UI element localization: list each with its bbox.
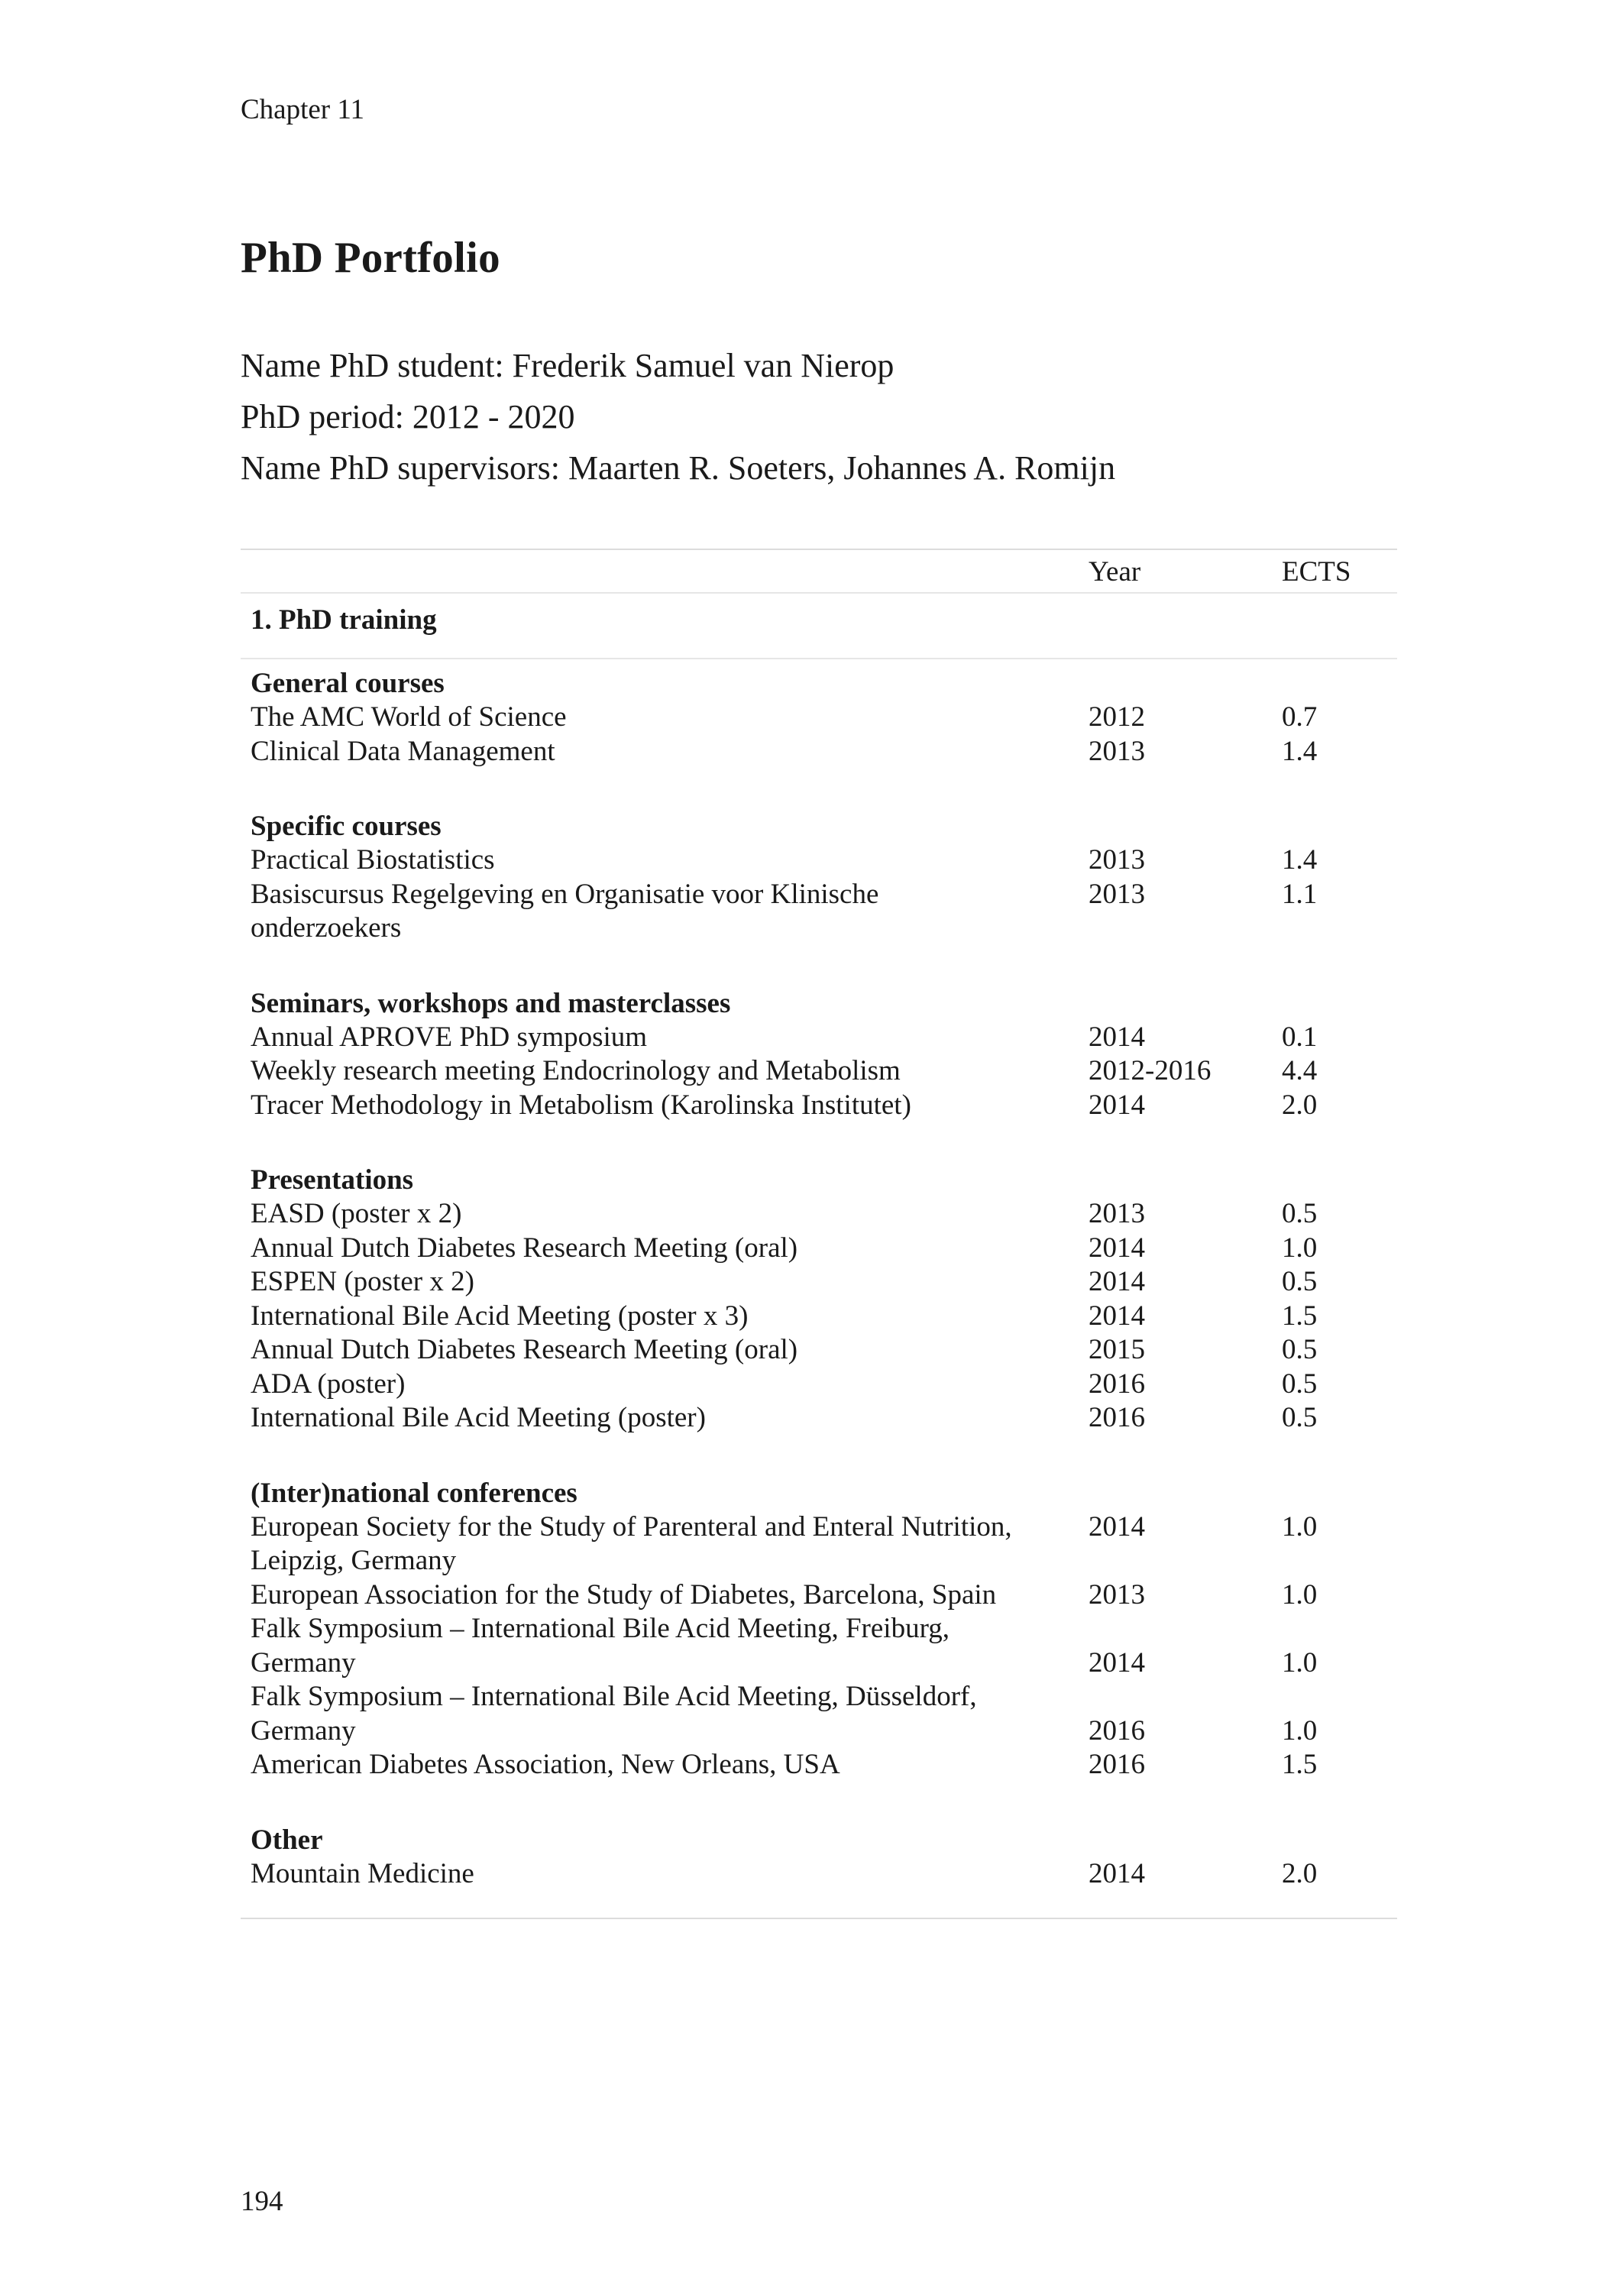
year-cell: 2016 [1089,1402,1145,1433]
ects-cell: 0.5 [1282,1266,1318,1297]
year-cell: 2016 [1089,1714,1145,1747]
table-row [241,1333,1397,1368]
ects-cell: 1.0 [1282,1510,1318,1543]
year-cell: 2013 [1089,735,1145,767]
page-number: 194 [241,2186,283,2217]
year-cell: 2016 [1089,1749,1145,1780]
student-info [241,340,1115,494]
activity-cell: Annual APROVE PhD symposium [251,1021,648,1053]
activity-cell: The AMC World of Science [251,701,567,733]
table-row [241,878,1397,946]
year-cell: 2014 [1089,1300,1145,1332]
activity-cell: Weekly research meeting Endocrinology and Metabolism [251,1055,901,1086]
year-cell: 2013 [1089,878,1145,910]
ects-cell: 1.4 [1282,844,1318,876]
group-title: General courses [251,668,445,699]
ects-cell: 2.0 [1282,1857,1318,1889]
table-row [241,1510,1397,1578]
year-cell: 2014 [1089,1266,1145,1297]
ects-cell: 1.0 [1282,1578,1318,1611]
activity-cell: European Society for the Study of Parenteral and Enteral Nutrition, Leipzig, Germany [251,1510,1012,1576]
course-group [241,667,1397,769]
activity-cell: Annual Dutch Diabetes Research Meeting (oral) [251,1232,798,1264]
group-title: Specific courses [251,811,442,842]
page-title: PhD Portfolio [241,234,500,282]
table-row [241,735,1397,769]
activity-cell: EASD (poster x 2) [251,1198,462,1229]
course-groups [241,659,1397,1891]
section-title: 1. PhD training [251,604,437,636]
activity-cell: Practical Biostatistics [251,844,495,876]
table-row [241,1612,1397,1680]
table-row [241,843,1397,878]
activity-cell: Clinical Data Management [251,735,555,767]
table-row [241,1089,1397,1123]
group-title: Presentations [251,1164,414,1196]
year-cell: 2012 [1089,701,1145,733]
course-group [241,1477,1397,1782]
phd-period: PhD period: 2012 - 2020 [241,398,575,435]
year-cell: 2014 [1089,1021,1145,1053]
portfolio-table [241,549,1397,1919]
ects-cell: 0.1 [1282,1021,1318,1053]
group-title: Other [251,1824,323,1856]
table-row [241,1368,1397,1402]
ects-cell: 0.5 [1282,1334,1318,1365]
ects-cell: 0.7 [1282,701,1318,733]
ects-cell: 1.5 [1282,1300,1318,1332]
table-row [241,1265,1397,1300]
course-group [241,1164,1397,1436]
table-row [241,1748,1397,1782]
activity-cell: International Bile Acid Meeting (poster) [251,1402,706,1433]
supervisors: Name PhD supervisors: Maarten R. Soeters, Johannes A. Romijn [241,449,1116,487]
ects-cell: 1.5 [1282,1749,1318,1780]
running-header: Chapter 11 [241,94,365,125]
ects-cell: 0.5 [1282,1368,1318,1400]
activity-cell: Falk Symposium – International Bile Acid Meeting, Düsseldorf, Germany [251,1681,977,1747]
table-row [241,1578,1397,1613]
year-cell: 2014 [1089,1510,1145,1543]
group-title: (Inter)national conferences [251,1477,577,1509]
ects-cell: 2.0 [1282,1089,1318,1121]
year-cell: 2014 [1089,1646,1145,1679]
student-name: Name PhD student: Frederik Samuel van Nierop [241,347,894,384]
table-row [241,1300,1397,1334]
year-cell: 2014 [1089,1857,1145,1889]
activity-cell: European Association for the Study of Diabetes, Barcelona, Spain [251,1578,997,1611]
year-cell: 2013 [1089,1198,1145,1229]
table-row [241,1401,1397,1436]
activity-cell: American Diabetes Association, New Orleans, USA [251,1749,840,1780]
activity-cell: Annual Dutch Diabetes Research Meeting (oral) [251,1334,798,1365]
column-header-year: Year [1089,556,1141,588]
table-row [241,1232,1397,1266]
group-title: Seminars, workshops and masterclasses [251,987,731,1019]
table-row [241,1857,1397,1892]
activity-cell: Mountain Medicine [251,1857,474,1889]
table-row [241,701,1397,735]
ects-cell: 1.0 [1282,1714,1318,1747]
table-row [241,1680,1397,1748]
year-cell: 2015 [1089,1334,1145,1365]
ects-cell: 1.0 [1282,1646,1318,1679]
column-header-ects: ECTS [1282,556,1351,588]
year-cell: 2013 [1089,844,1145,876]
year-cell: 2012-2016 2014 [1089,1055,1212,1121]
table-bottom-rule [241,1918,1397,1919]
activity-cell: Basiscursus Regelgeving en Organisatie voor Klinische onderzoekers [251,878,879,944]
activity-cell: Tracer Methodology in Metabolism (Karolinska Institutet) [251,1089,911,1121]
activity-cell: International Bile Acid Meeting (poster x 3) [251,1300,749,1332]
ects-cell: 1.0 [1282,1232,1318,1264]
year-cell: 2014 [1089,1232,1145,1264]
activity-cell: ESPEN (poster x 2) [251,1266,474,1297]
ects-cell: 0.5 [1282,1198,1318,1229]
table-row [241,1197,1397,1232]
column-header-row [241,550,1397,592]
activity-cell: ADA (poster) [251,1368,406,1400]
year-cell: 2016 [1089,1368,1145,1400]
ects-cell: 0.5 [1282,1402,1318,1433]
ects-cell: 1.1 [1282,878,1318,910]
course-group [241,810,1397,946]
ects-cell: 1.4 [1282,735,1318,767]
table-row [241,1021,1397,1055]
activity-cell: Falk Symposium – International Bile Acid Meeting, Freiburg, Germany [251,1613,949,1679]
year-cell: 2013 [1089,1578,1145,1611]
course-group [241,987,1397,1123]
course-group [241,1824,1397,1892]
ects-cell: 4.4 [1282,1055,1318,1086]
